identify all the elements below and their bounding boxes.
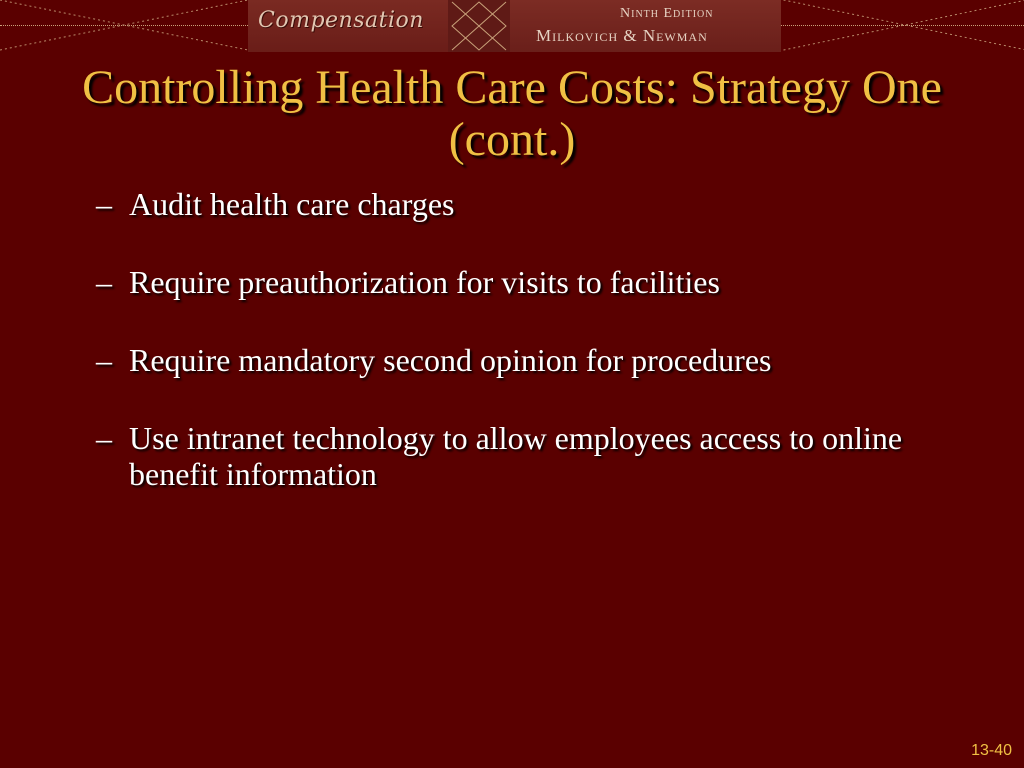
- bullet-text: Require preauthorization for visits to facilities: [129, 264, 720, 300]
- header-diagonal-lines-left: [0, 0, 248, 52]
- bullet-dash: –: [96, 342, 112, 378]
- slide-title: Controlling Health Care Costs: Strategy One (cont.): [82, 61, 942, 166]
- banner-ornament-panel: [448, 0, 510, 52]
- bullet-item: [96, 342, 976, 378]
- bullet-dash: –: [96, 264, 112, 300]
- bullet-dash: –: [96, 420, 112, 456]
- bullet-item: [96, 420, 976, 492]
- page-number: 13-40: [971, 742, 1012, 759]
- header-diagonal-lines-right: [781, 0, 1024, 52]
- banner-edition-panel: [510, 0, 781, 52]
- bullet-item: [96, 264, 976, 300]
- authors-label: Milkovich & Newman: [536, 26, 708, 45]
- diamond-ornament-icon: [448, 0, 510, 52]
- book-logo: Compensation: [258, 8, 424, 33]
- bullet-item: [96, 186, 976, 222]
- edition-label: Ninth Edition: [620, 6, 714, 21]
- header-banner: [248, 0, 781, 52]
- bullet-text: Audit health care charges: [129, 186, 455, 222]
- bullet-list: [96, 186, 976, 534]
- bullet-dash: –: [96, 186, 112, 222]
- bullet-text: Use intranet technology to allow employees access to online benefit information: [129, 420, 903, 492]
- banner-logo-panel: [248, 0, 448, 52]
- bullet-text: Require mandatory second opinion for procedures: [129, 342, 772, 378]
